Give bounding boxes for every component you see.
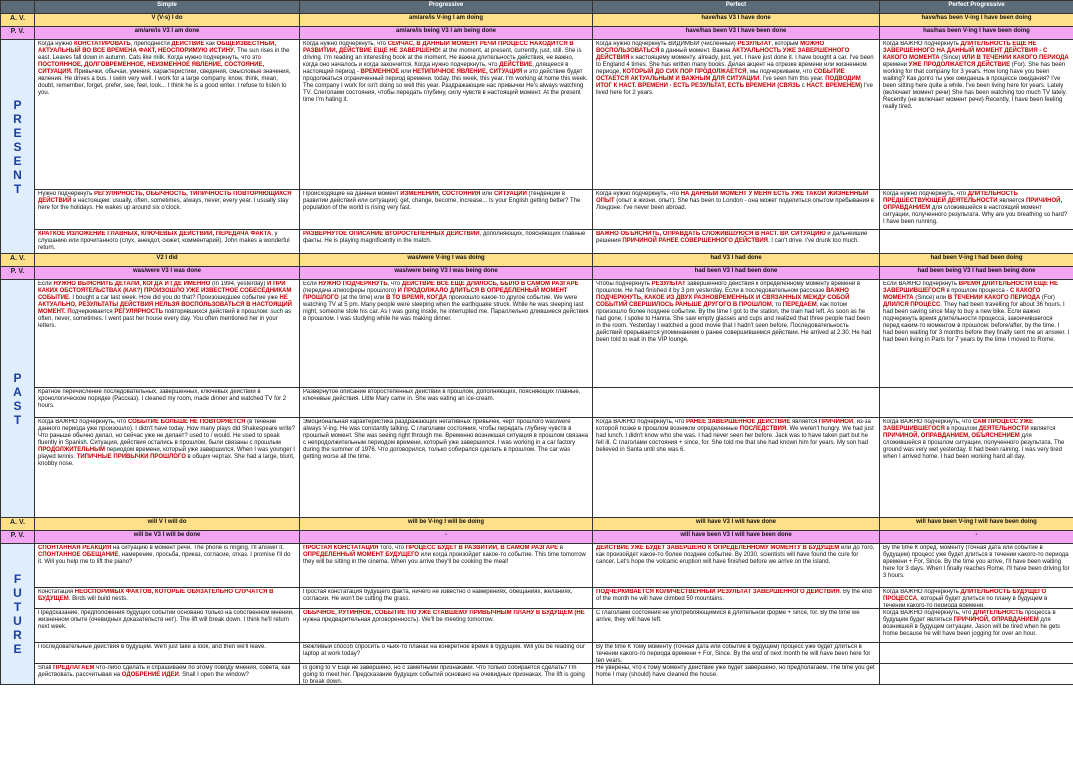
usage-text: ВАЖНО ОБЪЯСНИТЬ, ОПРАВДАТЬ СЛОЖИВШУЮСЯ В НАСТ. ВР. СИТУАЦИЮ и дальнейшие решения ПРИЧИНОЙ РАНЕЕ СОВЕРШЕННОГО ДЕЙСТВИЯ. I can't drive. I've drunk too much. [596, 231, 868, 244]
usage-cell [593, 388, 880, 418]
tense-letter: E [13, 153, 22, 168]
usage-text: Когда нужно подчеркнуть, что ДЛИТЕЛЬНОСТЬ ПРЕДШЕСТВУЮЩЕЙ ДЕЯТЕЛЬНОСТИ является ПРИЧИНОЙ, ОПРАВДАНИЕМ для сложившейся в настоящий момент ситуации, полученного результата. Why are you breathing so hard? I have been running. [883, 191, 1068, 225]
future-passive-voice-row [1, 531, 1073, 544]
usage-cell [300, 588, 593, 609]
usage-cell [593, 418, 880, 518]
past-usage-row [1, 418, 1073, 518]
usage-cell [300, 664, 593, 685]
usage-text: Вежливый способ спросить о чьих-то планах на конкретное время в будущем. Will you be reading our laptop at work today? [303, 644, 585, 657]
usage-text: С глаголами состояния не употребляющимися в длительной форме + since, for. By the time we arrive, they will have left. [596, 610, 860, 623]
future-tense-label [1, 544, 35, 685]
present-usage-row [1, 190, 1073, 230]
usage-cell [593, 40, 880, 190]
tense-letter: S [13, 139, 22, 154]
usage-text: Когда ВАЖНО подчеркнуть, что СОБЫТИЕ БОЛЬШЕ НЕ ПОВТОРЯЕТСЯ (в течение данного периода уже произошло). I didn't have today. How many plays did Shakespeare write? Что раньше обычно делал, но сейчас уже не делает? used to / would. He used to speak fluently in Spanish. Ситуация, действия остались в прошлом, были связаны с прошлым ПРОДОЛЖИТЕЛЬНЫМ периодом времени, который уже завершился. When I was younger I played tennis. ТИПИЧНЫЕ ПРИВЫЧКИ ПРОШЛОГО в общих чертах. She had a large, blunt, knobby nose. [38, 419, 296, 467]
usage-cell [880, 664, 1073, 685]
active-voice-label: A. V. [1, 518, 35, 531]
tense-letter: R [13, 628, 22, 642]
usage-cell [300, 643, 593, 664]
tense-letter: T [13, 600, 22, 614]
passive-formula: will be V3 I will be done [35, 531, 300, 544]
corner-cell [1, 1, 35, 14]
future-usage-row [1, 643, 1073, 664]
passive-formula: will have been V3 I will have been done [593, 531, 880, 544]
usage-cell [35, 190, 300, 230]
usage-cell [35, 643, 300, 664]
tense-letter: T [13, 181, 22, 196]
usage-text: Когда нужно подчеркнуть, что НА ДАННЫЙ МОМЕНТ У МЕНЯ ЕСТЬ УЖЕ ТАКОЙ ЖИЗНЕННЫЙ ОПЫТ (опыт в жизни, опыт). She has been to London - она может поделиться опытом пребывания в Лондоне. I've never been abroad. [596, 191, 875, 211]
past-active-voice-row [1, 254, 1073, 267]
usage-cell [35, 609, 300, 643]
usage-cell [35, 40, 300, 190]
tense-letter: N [13, 167, 22, 182]
present-usage-row [1, 230, 1073, 254]
usage-text: СПОНТАННАЯ РЕАКЦИЯ на ситуацию в момент речи. The phone is ringing. I'll answer it. СПОНТАННОЕ ОБЕЩАНИЕ, намерение, просьба, приказ, согласие, отказ. I promise I'll do it. Will you help me to lift the piano? [38, 545, 291, 565]
usage-cell [35, 418, 300, 518]
usage-text: КРАТКОЕ ИЗЛОЖЕНИЕ ГЛАВНЫХ, КЛЮЧЕВЫХ ДЕЙСТВИЙ, ПЕРЕДАЧА ФАКТА, у слушанию или прочитанного (слух, анекдот, сюжет, комментарий). John makes a wonderful return. [38, 231, 290, 251]
usage-cell [35, 280, 300, 388]
passive-formula: had been V3 I had been done [593, 267, 880, 280]
passive-formula: was/were being V3 I was being done [300, 267, 593, 280]
usage-cell [593, 280, 880, 388]
usage-cell [300, 230, 593, 254]
usage-cell [35, 588, 300, 609]
active-formula: will have been V-ing I will have been doing [880, 518, 1073, 531]
usage-text: Shall ПРЕДЛАГАЕМ что-либо сделать и спрашиваем по этому поводу мнения, совета, как действовать, рассчитывая на ОДОБРЕНИЕ ИДЕИ. Shall I open the window? [38, 665, 291, 678]
usage-cell [300, 544, 593, 588]
tense-letter: A [13, 384, 22, 399]
usage-text: Когда нужно КОНСТАТИРОВАТЬ, преподнести ДЕЙСТВИЕ как ОБЩЕИЗВЕСТНЫЙ, АКТУАЛЬНЫЙ ВО ВСЕ ВРЕМЕНА ФАКТ, НЕОСПОРИМУЮ ИСТИНУ. The sun rises in the east. Leaves fall down in autumn. Cats like milk. Когда нужно подчеркнуть, что это ПОСТОЯННОЕ, ДОЛГОВРЕМЕННОЕ, НЕИЗМЕННОЕ ЯВЛЕНИЕ, СОСТОЯНИЕ, СИТУАЦИЯ. Привычки, обычаи, умения, характеристики, сведения, смысловые значения, явления. He drives a bus. I swim very well. I work for a large company. know, think, mean, doubt, remember, forget, prefer, see, feel, look... I think he is a good writer. I refuse to listen to you. [38, 41, 291, 96]
usage-text: ДЕЙСТВИЕ УЖЕ БУДЕТ ЗАВЕРШЕНО К ОПРЕДЕЛЕННОМУ МОМЕНТУ В БУДУЩЕМ или до того, как произойдет какое-то более позднее событие. By 2030, scientists will have found the cure for cancer. Let's hope the volcanic eruption will have finished before we arrive on the island. [596, 545, 875, 565]
usage-text: By the time К опред. моменту (точная дата или событие в будущем) процесс уже будет длиться в течении какого-то периода времени + For, Since. By the time you arrive, I'll have been waiting here for 3 days. When I finally reaches Rome, I'll have been driving for 3 hours. [883, 545, 1070, 579]
active-formula: will be V-ing I will be doing [300, 518, 593, 531]
active-formula: will have V3 I will have done [593, 518, 880, 531]
future-active-voice-row [1, 518, 1073, 531]
tense-letter: P [13, 370, 22, 385]
tense-letter: E [13, 125, 22, 140]
passive-voice-label: P. V. [1, 267, 35, 280]
usage-cell [35, 544, 300, 588]
active-voice-label: A. V. [1, 254, 35, 267]
passive-formula: has/has been V-ing I have been doing [880, 27, 1073, 40]
usage-cell [593, 544, 880, 588]
active-formula: am/are/is V-ing I am doing [300, 14, 593, 27]
usage-text: Кратное перечисление последовательных, завершенных, ключевых действий в хронологическом порядке (Рассказ). I cleaned my room, made dinner and watched TV for 2 hours. [38, 389, 287, 409]
tense-letter: P [13, 97, 22, 112]
past-passive-voice-row [1, 267, 1073, 280]
future-usage-row [1, 664, 1073, 685]
tense-letter: E [13, 642, 22, 656]
passive-formula: am/are/is being V3 I am being done [300, 27, 593, 40]
usage-text: Когда ВАЖНО подчеркнуть, что РАНЕЕ ЗАВЕРШЕННОЕ ДЕЙСТВИЕ является ПРИЧИНОЙ, из-за которой позже в прошлом возникли определенные ПОСЛЕДСТВИЯ. We weren't hungry. We had just had lunch. I didn't know who she was. I had never seen her before. Jack was to have taken part but he fell ill. С глаголами состояния + since, for. She told me that she had known him for years. My son had believed in Santa until she was 6. [596, 419, 874, 453]
past-usage-row [1, 388, 1073, 418]
usage-cell [300, 418, 593, 518]
usage-text: Происходящие на данный момент ИЗМЕНЕНИЯ, СОСТОЯНИЯ или СИТУАЦИИ (тенденции в развитии действий или ситуации): get, change, become, increase... Is your English getting better? The population of the world is rising very fast. [303, 191, 581, 211]
usage-text: Когда ВАЖНО подчеркнуть ДЛИТЕЛЬНОСТЬ БУДУЩЕГО ПРОЦЕССА, который будет длиться по плану в будущем в течении какого-то периода времени. [883, 589, 1048, 607]
future-usage-row [1, 544, 1073, 588]
present-usage-row [1, 40, 1073, 190]
usage-text: ПРОСТАЯ КОНСТАТАЦИЯ того, что ПРОЦЕСС БУДЕТ В РАЗВИТИИ, В САМОМ РАЗГАРЕ в ОПРЕДЕЛЕННЫЙ МОМЕНТ БУДУЩЕГО или когда произойдет какое-то событие. This time tomorrow they will be sitting in the cinema. When you arrive they'll be cooking the meal! [303, 545, 586, 565]
usage-text: Чтобы подчеркнуть РЕЗУЛЬТАТ завершенного действия к определенному моменту времени в прошлом. He had finished it by 3 pm yesterday. Если в последовательном рассказе ВАЖНО ПОДЧЕРКНУТЬ, КАКОЕ ИЗ ДВУХ РАЗНОВРЕМЕННЫХ И СВЯЗАННЫХ МЕЖДУ СОБОЙ СОБЫТИЙ СВЕРШИЛОСЬ РАНЬШЕ ДРУГОГО В ПРОШЛОМ, то ПЕРЕДАЕМ, как потом произошло более позднее событие. By the time I got to the station, the train had left. As soon as he had gone, I spoke to Hanna. She saw empty glasses and cups and realized that three people had been in the room. Yesterday I watched a good movie that I hadn't seen before. Последовательность действий прерывается упоминанием о ранее совершившемся действии. He arrived at 2.30. He had been told to wait in the VIP lounge. [596, 281, 872, 343]
usage-cell [300, 609, 593, 643]
active-formula: will V I will do [35, 518, 300, 531]
usage-cell [593, 664, 880, 685]
usage-cell [593, 643, 880, 664]
passive-formula: was/were V3 I was done [35, 267, 300, 280]
past-usage-row [1, 280, 1073, 388]
tense-letter: T [13, 412, 22, 427]
usage-text: Когда нужно подчеркнуть, что СЕЙЧАС, В ДАННЫЙ МОМЕНТ РЕЧИ ПРОЦЕСС НАХОДИТСЯ В РАЗВИТИИ, ДЕЙСТВИЕ ЕЩЕ НЕ ЗАВЕРШЕНО! at the moment, at present, currently, just, still. She is driving. I'm reading an interesting book at the moment. Не важна длительность действия, не важно, когда оно началось и когда закончится. Когда нужно подчеркнуть, что ДЕЙСТВИЕ, длящееся в настоящий период - ВРЕМЕННОЕ или НЕТИПИЧНОЕ ЯВЛЕНИЕ, СИТУАЦИЯ и это действие будет продолжаться ограниченный период времени. today, this week, this year. I'm working at home this week. The company I work for isn't doing so well this year. Раздражающие нас привычки He's always watching TV. Слеголами состояния, чтобы передать глубину, силу чувств в настоящий момент. At the present time I'm hating it. [303, 41, 588, 103]
usage-cell [880, 544, 1073, 588]
usage-text: Когда ВАЖНО подчеркнуть, что ДЛИТЕЛЬНОСТЬ процесса в будущем будет являться ПРИЧИНОЙ, ОПРАВДАНИЕМ для возникшей в будущем ситуации. Jason will be tired when he gets home because he will have been jogging for over an hour. [883, 610, 1061, 637]
future-usage-row [1, 588, 1073, 609]
usage-text: Когда нужно подчеркнуть ВИДИМЫЙ (численный) РЕЗУЛЬТАТ, которым МОЖНО ВОСПОЛЬЗОВАТЬСЯ в данный момент. Важна АКТУАЛЬНОСТЬ УЖЕ ЗАВЕРШЕННОГО ДЕЙСТВИЯ к настоящему моменту. already, just, yet. I have just done it. I have bought a car. I've been to England 4 times. She has written many books. Делая акцент на отрезке времени или жизненном периоде, КОТОРЫЙ ДО СИХ ПОР ПРОДОЛЖАЕТСЯ, мы подчеркиваем, что СОБЫТИЕ ОСТАЕТСЯ АКТУАЛЬНЫМ И ВАЖНЫМ ДЛЯ СИТУАЦИИ. I've seen him this year. ПОДВОДИМ ИТОГ К НАСТ. ВРЕМЕНИ - ЕСТЬ РЕЗУЛЬТАТ, ЕСТЬ ВРЕМЕНИ (СВЯЗЬ с НАСТ. ВРЕМЕНЕМ) I've lived here for 2 years. [596, 41, 874, 96]
usage-cell [593, 609, 880, 643]
usage-text: Констатация НЕОСПОРИМЫХ ФАКТОВ, КОТОРЫЕ ОБЯЗАТЕЛЬНО СЛУЧАТСЯ В БУДУЩЕМ. Birds will build nests. [38, 589, 274, 602]
header-row [1, 1, 1073, 14]
usage-text: ПОДЧЕРКИВАЕТСЯ КОЛИЧЕСТВЕННЫЙ РЕЗУЛЬТАТ ЗАВЕРШЕННОГО ДЕЙСТВИЯ. By the end of the month he will have climbed 50 mountains. [596, 589, 872, 602]
usage-cell [880, 643, 1073, 664]
usage-text: Не уверены, что к тому моменту действие уже будет завершено, но предполагаем. The time you get home I may (should) have cleaned the house. [596, 665, 875, 678]
active-formula: had been V-ing I had been doing [880, 254, 1073, 267]
usage-text: Если НУЖНО ПОДЧЕРКНУТЬ, что ДЕЙСТВИЕ ВСЕ ЕЩЕ ДЛИЛОСЬ, БЫЛО В САМОМ РАЗГАРЕ (передача атмосферы прошлого) И ПРОДОЛЖАЛО ДЛИТЬСЯ В ОПРЕДЕЛЕННЫЙ МОМЕНТ ПРОШЛОГО (at the time) или В ТО ВРЕМЯ, КОГДА произошло какое-то другое событие. We were watching TV at 5 pm. Many people were sleeping when the earthquake struck. While he was sleeping last night, someone stole his car. As I was going inside, he interrupted me. Параллельно длившиеся действия в прошлом. I was studying while he was making dinner. [303, 281, 589, 322]
usage-text: Когда ВАЖНО подчеркнуть ДЛИТЕЛЬНОСТЬ ЕЩЕ НЕ ЗАВЕРШЕННОГО НА ДАННЫЙ МОМЕНТ ДЕЙСТВИЯ - С КАКОГО МОМЕНТА (Since) ИЛИ В ТЕЧЕНИИ КАКОГО ПЕРИОДА времени УЖЕ ПРОДОЛЖАЕТСЯ ДЕЙСТВИЕ (For). She has been working for that company for 3 years. How long have you been waiting? Как долго ты уже ожидаешь в процессе ожидания? I've been sitting here quite a while. I've been living here for years. Lately (включает момент речи) She has been watching too much TV lately. Recently (не включает момент речи) Recently, I have been feeling really tired. [883, 41, 1069, 110]
usage-cell [300, 190, 593, 230]
passive-voice-label: P. V. [1, 27, 35, 40]
usage-text: Если НУЖНО ВЫЯСНИТЬ ДЕТАЛИ, КОГДА И ГДЕ ИМЕННО (In 1994, yesterday) И ПРИ КАКИХ ОБСТОЯТЕЛЬСТВАХ (КАК?) ПРОИЗОШЛО УЖЕ ИЗВЕСТНОЕ СОБЕСЕДНИКАМ СОБЫТИЕ. I bought a car last week. How did you do that? Произошедшее событие уже НЕ АКТУАЛЬНО, РЕЗУЛЬТАТЫ ДЕЙСТВИЯ НЕЛЬЗЯ ВОСПОЛЬЗОВАТЬСЯ В НАСТОЯЩИЙ МОМЕНТ. Подчеркивается РЕГУЛЯРНОСТЬ повторявшихся действий в прошлом: such as often, never, sometimes. I went past her house every day. You often mentioned her in your letters. [38, 281, 292, 329]
present-tense-label [1, 40, 35, 254]
active-formula: have/has V3 I have done [593, 14, 880, 27]
tense-letter: R [13, 111, 22, 126]
usage-cell [300, 280, 593, 388]
active-formula: had V3 I had done [593, 254, 880, 267]
usage-cell [880, 588, 1073, 609]
usage-cell [880, 609, 1073, 643]
active-formula: V2 I did [35, 254, 300, 267]
usage-text: Развернутое описание второстепенных действий в прошлом, дополняющих, поясняющих главные, ключевые действия. Little Mary came in. She was eating an ice-cream. [303, 389, 581, 402]
active-formula: was/were V-ing I was doing [300, 254, 593, 267]
tense-letter: F [13, 572, 22, 586]
present-passive-voice-row [1, 27, 1073, 40]
usage-text: Последовательные действия в будущем. We'll just take a look, and then we'll leave. [38, 644, 267, 650]
usage-text: Простая констатация будущего факта, ничего не известно о намерениях, обещаниях, желаниях, согласии. He won't be cutting the grass. [303, 589, 573, 602]
tense-letter: S [13, 398, 22, 413]
usage-text: Предсказание, предположения будущих событий основано только на собственном мнении, жизненном опыте (очевидных доказательств нет). The lift will break down. I think he'll return next week. [38, 610, 294, 630]
future-usage-row [1, 609, 1073, 643]
passive-formula: - [880, 531, 1073, 544]
passive-formula: am/are/is V3 I am done [35, 27, 300, 40]
usage-text: Когда ВАЖНО подчеркнуть, что САМ ПРОЦЕСС УЖЕ ЗАВЕРШИВШЕГОСЯ в прошлом ДЕЯТЕЛЬНОСТИ является ПРИЧИНОЙ, ОПРАВДАНИЕМ, ОБЪЯСНЕНИЕМ для сложившейся в прошлом ситуации, полученного результата. The ground was very wet yesterday. It had been raining. I was very tired when I arrived home. I had been working hard all day. [883, 419, 1065, 460]
active-voice-label: A. V. [1, 14, 35, 27]
usage-cell [880, 190, 1073, 230]
usage-cell [300, 388, 593, 418]
usage-cell [593, 230, 880, 254]
usage-cell [880, 230, 1073, 254]
column-header: Perfect Progressive [880, 1, 1073, 14]
usage-text: By the time К тому моменту (точная дата или событие в будущем) процесс уже будет длиться в течении какого-то периода времени + For, Since. By the end of next month he will have been here for ten years. [596, 644, 871, 662]
tense-letter: U [13, 586, 22, 600]
passive-voice-label: P. V. [1, 531, 35, 544]
usage-cell [880, 40, 1073, 190]
usage-cell [880, 280, 1073, 388]
passive-formula: - [300, 531, 593, 544]
present-active-voice-row [1, 14, 1073, 27]
tense-letter: U [13, 614, 22, 628]
usage-cell [880, 388, 1073, 418]
usage-text: ОБЫЧНОЕ, РУТИННОЕ, СОБЫТИЕ ПО УЖЕ СТАВШЕМУ ПРИВЫЧНЫМ ПЛАНУ В БУДУЩЕМ (НЕ нужна предварительная договоренность). We'll be meeting tomorrow. [303, 610, 585, 623]
passive-formula: have/has been V3 I have been done [593, 27, 880, 40]
active-formula: V (V-s) I do [35, 14, 300, 27]
usage-cell [35, 230, 300, 254]
usage-text: Нужно подчеркнуть РЕГУЛЯРНОСТЬ, ОБЫЧНОСТЬ, ТИПИЧНОСТЬ ПОВТОРЯЮЩИХСЯ ДЕЙСТВИЙ в настоящем: usually, often, sometimes, always, never, every year. I usually stay here for the holidays. He wakes up around six o'clock. [38, 191, 292, 211]
usage-text: Если ВАЖНО подчеркнуть ВРЕМЯ ДЛИТЕЛЬНОСТИ ЕЩЕ НЕ ЗАВЕРШИВШЕГОСЯ в прошлом процесса - С КАКОГО МОМЕНТА (Since) или В ТЕЧЕНИИ КАКОГО ПЕРИОДА (For) ДЛИЛСЯ ПРОЦЕСС. They had been travelling for about 36 hours. I had been saving since May to buy a new bike. Если важно подчеркнуть время длительности процесса, закончившегося перед каким-то моментом в прошлом: before/after, by the time. I had been waiting for 3 months before they finally sent me an answer. I had been living in Paris for 7 years by the time I moved to Rome. [883, 281, 1070, 343]
past-tense-label [1, 280, 35, 518]
active-formula: have/has been V-ing I have been doing [880, 14, 1073, 27]
usage-cell [35, 664, 300, 685]
passive-formula: had been being V3 I had been being done [880, 267, 1073, 280]
column-header: Progressive [300, 1, 593, 14]
usage-text: is going to V Еще не завершено, но с заметными признаками. Что только собирается сделать? I'm going to meet her. Предсказание будущих событий основано на очевидных признаках. The lift is going to break down. [303, 665, 585, 683]
usage-text: РАЗВЕРНУТОЕ ОПИСАНИЕ ВТОРОСТЕПЕННЫХ ДЕЙСТВИЙ, дополняющих, поясняющих главные факты. He is playing magnificently in the match. [303, 231, 586, 244]
usage-cell [300, 40, 593, 190]
usage-cell [593, 190, 880, 230]
usage-text: Эмоциональная характеристика раздражающих негативных привычек, черт прошлого was/were always V-ing. He was constantly talking. С глаголами состояния, чтобы передать глубину чувств в прошлый момент. She was seeing right through me. Временно возникшая ситуация в прошлом связана с непродолжительным периодом времени, который уже завершился. I was working in a car factory during the summer of 1976. Что договорился, только собирался сделать в прошлом. The car was getting worse all the time. [303, 419, 589, 460]
column-header: Perfect [593, 1, 880, 14]
usage-cell [593, 588, 880, 609]
column-header: Simple [35, 1, 300, 14]
usage-cell [880, 418, 1073, 518]
usage-cell [35, 388, 300, 418]
